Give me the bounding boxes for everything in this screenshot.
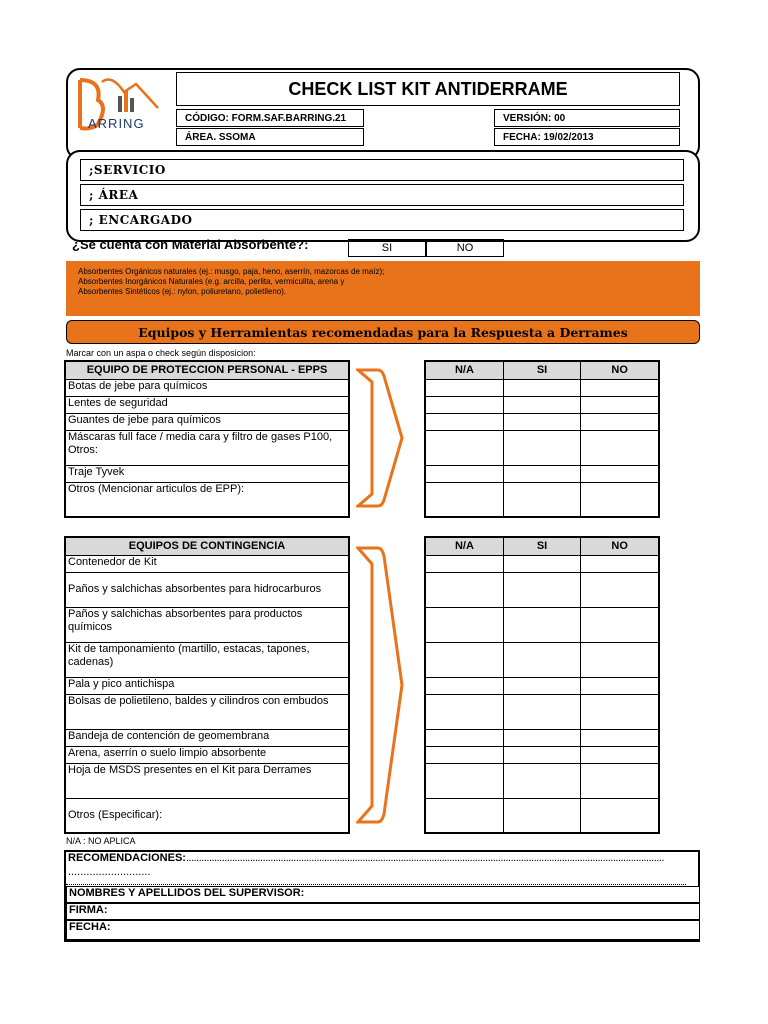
answer-si-box[interactable]: SI (348, 239, 426, 257)
check-cell[interactable] (425, 746, 503, 763)
check-cell[interactable] (425, 482, 503, 517)
col-no: NO (581, 361, 659, 379)
check-cell[interactable] (581, 430, 659, 465)
check-cell[interactable] (503, 465, 580, 482)
check-cell[interactable] (503, 379, 580, 396)
check-cell[interactable] (425, 396, 503, 413)
check-cell[interactable] (425, 379, 503, 396)
check-cell[interactable] (503, 694, 580, 729)
check-cell[interactable] (503, 482, 580, 517)
check-cell[interactable] (503, 572, 580, 607)
epps-check-table (424, 360, 660, 518)
absorbent-info-box (66, 261, 700, 316)
check-cell[interactable] (503, 763, 580, 798)
na-note: N/A : NO APLICA (66, 836, 136, 846)
epps-item: Otros (Mencionar articulos de EPP): (65, 482, 349, 517)
epps-table (64, 360, 350, 518)
check-cell[interactable] (581, 379, 659, 396)
absorbent-line: Absorbentes Orgánicos naturales (ej.: musgo, paja, heno, aserrín, mazorcas de maíz); (78, 267, 385, 276)
check-cell[interactable] (425, 413, 503, 430)
check-cell[interactable] (425, 694, 503, 729)
contingencia-item: Bandeja de contención de geomembrana (65, 729, 349, 746)
check-cell[interactable] (425, 763, 503, 798)
absorbent-line: Absorbentes Inorgánicos Naturales (e.g. arcilla, perlita, vermiculita, arena y (78, 277, 345, 286)
check-cell[interactable] (581, 642, 659, 677)
contingencia-item: Contenedor de Kit (65, 555, 349, 572)
contingencia-table (64, 536, 350, 834)
section-banner: Equipos y Herramientas recomendadas para la Respuesta a Derrames (66, 320, 700, 344)
version-cell: VERSIÓN: 00 (494, 109, 680, 127)
check-cell[interactable] (581, 746, 659, 763)
col-si: SI (503, 537, 580, 555)
answer-no-box[interactable]: NO (426, 239, 504, 257)
contingencia-item: Bolsas de polietileno, baldes y cilindros con embudos (65, 694, 349, 729)
recommendations-dots-2: ........................... (68, 866, 151, 878)
col-si: SI (503, 361, 580, 379)
check-cell[interactable] (581, 413, 659, 430)
supervisor-field[interactable]: NOMBRES Y APELLIDOS DEL SUPERVISOR: (66, 886, 700, 903)
check-cell[interactable] (425, 465, 503, 482)
fecha-cell: FECHA: 19/02/2013 (494, 128, 680, 146)
col-na: N/A (425, 537, 503, 555)
check-cell[interactable] (503, 396, 580, 413)
check-cell[interactable] (581, 555, 659, 572)
epps-title: EQUIPO DE PROTECCION PERSONAL - EPPS (65, 361, 349, 379)
contingencia-check-table (424, 536, 660, 834)
contingencia-item: Paños y salchichas absorbentes para productos químicos (65, 607, 349, 642)
contingencia-item: Kit de tamponamiento (martillo, estacas, tapones, cadenas) (65, 642, 349, 677)
epps-item: Lentes de seguridad (65, 396, 349, 413)
contingencia-item: Hoja de MSDS presentes en el Kit para Derrames (65, 763, 349, 798)
check-cell[interactable] (581, 677, 659, 694)
check-cell[interactable] (425, 572, 503, 607)
instruction-text: Marcar con un aspa o check según disposicion: (66, 348, 256, 358)
fecha-field[interactable]: FECHA: (66, 920, 700, 940)
check-cell[interactable] (425, 430, 503, 465)
check-cell[interactable] (581, 607, 659, 642)
check-cell[interactable] (581, 482, 659, 517)
check-cell[interactable] (581, 729, 659, 746)
check-cell[interactable] (503, 555, 580, 572)
check-cell[interactable] (503, 798, 580, 833)
right-arrow-icon (356, 366, 406, 510)
col-no: NO (581, 537, 659, 555)
check-cell[interactable] (425, 798, 503, 833)
check-cell[interactable] (425, 607, 503, 642)
check-cell[interactable] (581, 396, 659, 413)
area-field[interactable]: ; ÁREA (80, 184, 684, 206)
area-cell: ÁREA. SSOMA (176, 128, 364, 146)
contingencia-item: Pala y pico antichispa (65, 677, 349, 694)
check-cell[interactable] (581, 694, 659, 729)
check-cell[interactable] (581, 763, 659, 798)
col-na: N/A (425, 361, 503, 379)
check-cell[interactable] (425, 677, 503, 694)
check-cell[interactable] (503, 729, 580, 746)
absorbent-question: ¿Se cuenta con Material Absorbente?: (72, 237, 309, 252)
right-arrow-icon (356, 544, 406, 826)
page-title: CHECK LIST KIT ANTIDERRAME (176, 72, 680, 106)
recommendations-divider (66, 884, 686, 885)
check-cell[interactable] (425, 642, 503, 677)
check-cell[interactable] (581, 798, 659, 833)
contingencia-item: Arena, aserrín o suelo limpio absorbente (65, 746, 349, 763)
check-cell[interactable] (425, 555, 503, 572)
check-cell[interactable] (503, 430, 580, 465)
absorbent-line: Absorbentes Sintéticos (ej.: nylon, poliuretano, polietileno). (78, 287, 287, 296)
check-cell[interactable] (581, 465, 659, 482)
check-cell[interactable] (503, 677, 580, 694)
check-cell[interactable] (425, 729, 503, 746)
codigo-cell: CÓDIGO: FORM.SAF.BARRING.21 (176, 109, 364, 127)
contingencia-item: Otros (Especificar): (65, 798, 349, 833)
epps-item: Máscaras full face / media cara y filtro de gases P100, Otros: (65, 430, 349, 465)
check-cell[interactable] (503, 413, 580, 430)
recommendations-title: RECOMENDACIONES: (68, 852, 186, 864)
epps-item: Botas de jebe para químicos (65, 379, 349, 396)
contingencia-title: EQUIPOS DE CONTINGENCIA (65, 537, 349, 555)
servicio-field[interactable]: ;SERVICIO (80, 159, 684, 181)
check-cell[interactable] (503, 746, 580, 763)
check-cell[interactable] (503, 642, 580, 677)
encargado-field[interactable]: ; ENCARGADO (80, 209, 684, 231)
recommendations-dots: ........................................................................................................................................................................................... (185, 852, 664, 864)
logo-text: ARRING (88, 116, 145, 131)
epps-item: Guantes de jebe para químicos (65, 413, 349, 430)
check-cell[interactable] (581, 572, 659, 607)
company-logo (72, 74, 172, 136)
check-cell[interactable] (503, 607, 580, 642)
recommendations-label (68, 852, 668, 864)
contingencia-item: Paños y salchichas absorbentes para hidrocarburos (65, 572, 349, 607)
epps-item: Traje Tyvek (65, 465, 349, 482)
firma-field[interactable]: FIRMA: (66, 903, 700, 920)
